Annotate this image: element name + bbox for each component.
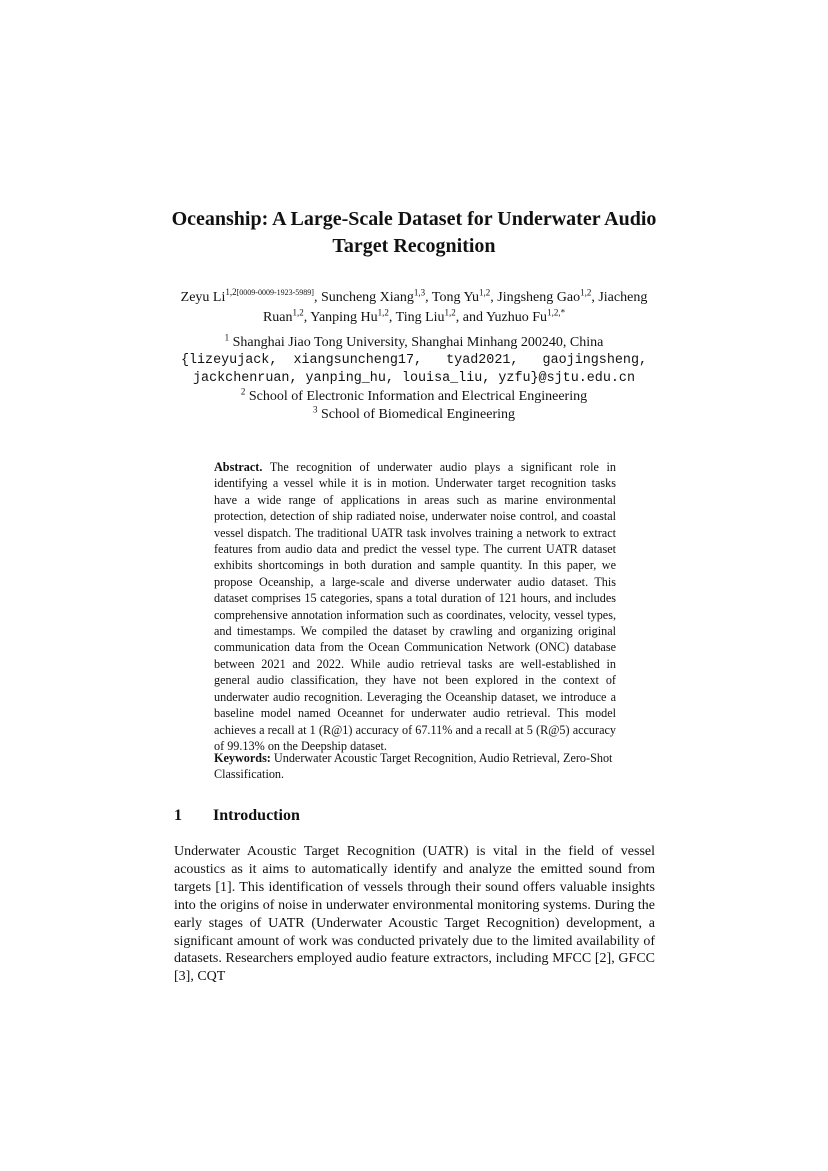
affiliation-2: $^2$ School of Electronic Information and Electrical Engineering <box>240 386 588 404</box>
section-heading <box>174 807 300 825</box>
affiliation-3: $^3$ School of Biomedical Engineering <box>312 404 515 422</box>
author-name: , Jiacheng Ruan <box>262 290 648 325</box>
author-affiliation-marker: 1,2 <box>377 307 389 318</box>
abstract <box>214 459 616 754</box>
abstract-label: Abstract. <box>214 460 263 474</box>
email-line-2: jackchenruan, yanping_hu, louisa_liu, yzfu}@sjtu.edu.cn <box>193 371 635 386</box>
title-line-2: Target Recognition <box>332 235 496 257</box>
author-list <box>160 288 668 328</box>
author-name: , Ting Liu <box>388 310 445 325</box>
author-name: , Tong Yu <box>425 290 480 305</box>
orcid-id: [0009-0009-1923-5989] <box>236 288 314 298</box>
author-affiliation-marker: 1,2 <box>479 287 491 298</box>
title-line-1: Oceanship: A Large-Scale Dataset for Underwater Audio <box>171 208 657 230</box>
email-line-1: {lizeyujack, xiangsuncheng17, tyad2021, gaojingsheng, <box>180 353 648 368</box>
section-number: 1 <box>174 807 182 824</box>
author-affiliation-marker: 1,2,* <box>547 307 566 318</box>
author-name: , Jingsheng Gao <box>490 290 581 305</box>
paper-title <box>140 206 688 260</box>
author-affiliation-marker: 1,2 <box>580 287 592 298</box>
author-affiliation-marker: 1,2 <box>292 307 304 318</box>
author-name: , Yanping Hu <box>303 310 378 325</box>
abstract-text: The recognition of underwater audio plays a significant role in identifying a vessel while it is in motion. Underwater target recognition tasks have a wide range of applications in areas such as marine environmental protection, detection of ship radiated noise, underwater noise control, and coastal vessel dispatch. The traditional UATR task involves training a network to extract features from audio data and predict the vessel type. The current UATR dataset exhibits shortcomings in both duration and sample quantity. In this paper, we propose Oceanship, a large-scale and diverse underwater audio dataset. This dataset comprises 15 categories, spans a total duration of 121 hours, and includes comprehensive annotation information such as coordinates, velocity, vessel types, and timestamps. We compiled the dataset by crawling and organizing original communication data from the Ocean Communication Network (ONC) database between 2021 and 2022. While audio retrieval tasks are well-established in general audio classification, they have not been explored in the context of underwater audio recognition. Leveraging the Oceanship dataset, we introduce a baseline model named Oceannet for underwater audio retrieval. This model achieves a recall at 1 (R@1) accuracy of 67.11% and a recall at 5 (R@5) accuracy of 99.13% on the Deepship dataset. <box>214 460 616 753</box>
keywords <box>214 750 616 783</box>
section-title: Introduction <box>213 807 300 824</box>
author-affiliation-marker: 1,3 <box>413 287 426 298</box>
body-paragraph: Underwater Acoustic Target Recognition (UATR) is vital in the field of vessel acoustics as it aims to automatically identify and analyze the emitted sound from targets [1]. This identification of vessels through their sound offers valuable insights into the origins of noise in underwater environmental monitoring systems. During the early stages of UATR (Underwater Acoustic Target Recognition) development, a significant amount of work was conducted privately due to the limited availability of datasets. Researchers employed audio feature extractors, including MFCC [2], GFCC [3], CQT <box>174 844 655 985</box>
author-name: Zeyu Li <box>180 290 226 305</box>
affiliations <box>160 334 668 424</box>
author-affiliation-marker: 1,2 <box>444 307 456 318</box>
author-name: , and Yuzhuo Fu <box>455 310 548 325</box>
keywords-text: Underwater Acoustic Target Recognition, Audio Retrieval, Zero-Shot Classification. <box>214 751 613 782</box>
author-affiliation-marker: 1,2[0009-0009-1923-5989] <box>225 287 314 298</box>
affiliation-1: $^1$ Shanghai Jiao Tong University, Shanghai Minhang 200240, China <box>224 332 604 350</box>
author-name: , Suncheng Xiang <box>313 290 414 305</box>
keywords-label: Keywords: <box>214 751 271 765</box>
